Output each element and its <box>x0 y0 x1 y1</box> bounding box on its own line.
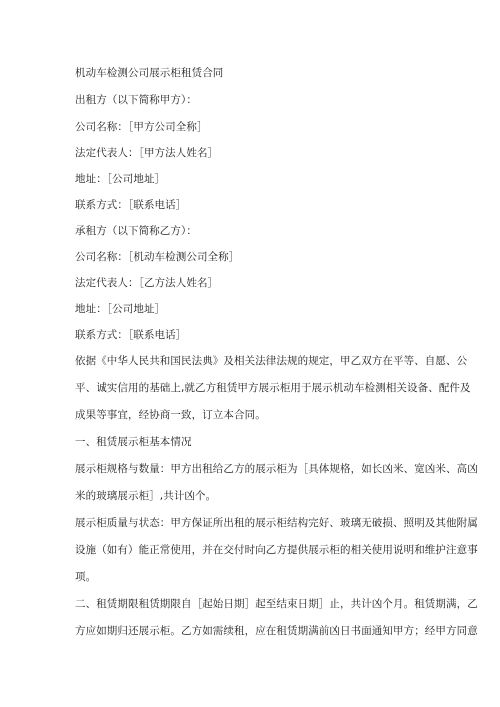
lessor-company: 公司名称：［甲方公司全称］ <box>75 121 208 133</box>
quality-line: 设施（如有）能正常使用，并在交付时向乙方提供展示柜的相关使用说明和维护注意事 <box>75 544 478 556</box>
preamble-line: 平、诚实信用的基础上,就乙方租赁甲方展示柜用于展示机动车检测相关设备、配件及 <box>75 382 471 394</box>
spec-line: 展示柜规格与数量：甲方出租给乙方的展示柜为［具体规格，如长凶米、宽凶米、高凶 <box>75 463 478 475</box>
lessor-heading: 出租方（以下简称甲方）： <box>75 94 197 106</box>
lessor-contact: 联系方式：［联系电话］ <box>75 199 187 211</box>
preamble-line: 依据《中华人民共和国民法典》及相关法律法规的规定，甲乙双方在平等、自愿、公 <box>75 355 468 367</box>
lessee-company: 公司名称：［机动车检测公司全称］ <box>75 251 240 263</box>
lessee-contact: 联系方式：［联系电话］ <box>75 329 187 341</box>
quality-line: 展示柜质量与状态：甲方保证所出租的展示柜结构完好、玻璃无破损、照明及其他附属 <box>75 517 478 529</box>
spec-line: 米的玻璃展示柜］,共计凶个。 <box>75 490 217 502</box>
lessor-address: 地址：［公司地址］ <box>75 173 166 185</box>
document-title: 机动车检测公司展示柜租赁合同 <box>75 67 224 79</box>
lessee-representative: 法定代表人：［乙方法人姓名］ <box>75 277 219 289</box>
lessee-heading: 承租方（以下简称乙方）： <box>75 225 197 237</box>
quality-line: 项。 <box>75 571 97 583</box>
preamble-line: 成果等事宜，经协商一致，订立本合同。 <box>75 409 266 421</box>
lessee-address: 地址：［公司地址］ <box>75 303 166 315</box>
term-line: 二、租赁期限租赁期限自［起始日期］起至结束日期］止，共计凶个月。租赁期满，乙 <box>75 598 478 610</box>
term-line: 方应如期归还展示柜。乙方如需续租，应在租赁期满前凶日书面通知甲方；经甲方同意 <box>75 625 478 637</box>
lessor-representative: 法定代表人：［甲方法人姓名］ <box>75 147 219 159</box>
section-heading: 一、租赁展示柜基本情况 <box>75 436 192 448</box>
